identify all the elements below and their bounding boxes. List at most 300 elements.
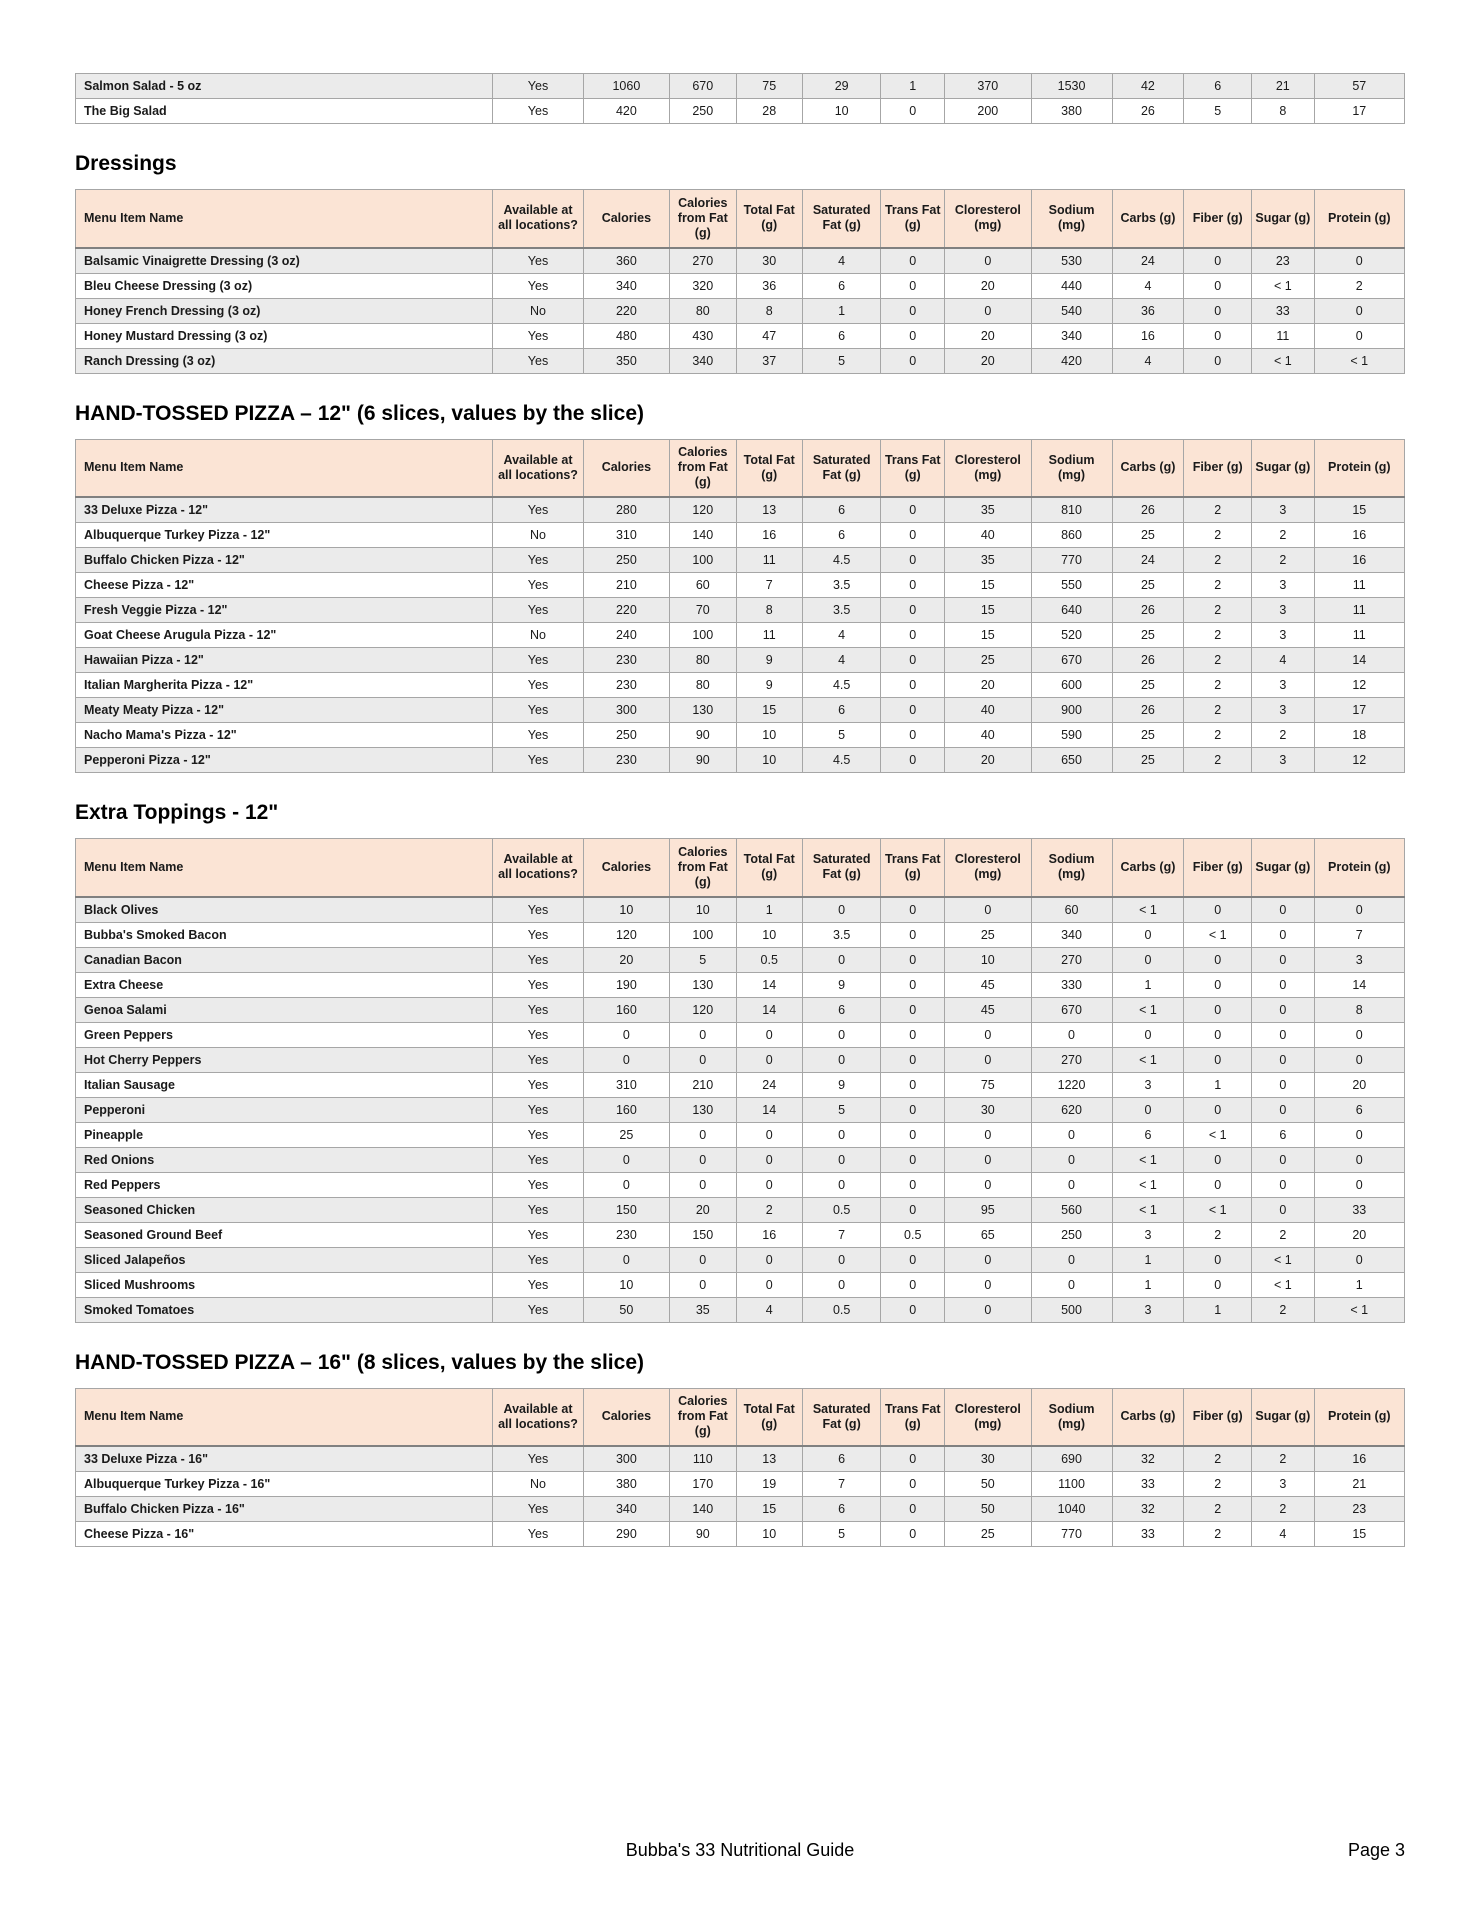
menu-item-name: 33 Deluxe Pizza - 16"	[76, 1446, 493, 1472]
menu-item-name: Genoa Salami	[76, 997, 493, 1022]
nutrition-value: 21	[1252, 74, 1314, 99]
nutrition-value: 25	[1112, 573, 1184, 598]
nutrition-value: 5	[802, 348, 880, 373]
menu-item-name: Salmon Salad - 5 oz	[76, 74, 493, 99]
nutrition-value: 340	[583, 1497, 669, 1522]
nutrition-value: 14	[1314, 972, 1404, 997]
table-row	[76, 698, 1405, 723]
table-row	[76, 248, 1405, 274]
nutrition-value: < 1	[1112, 897, 1184, 923]
nutrition-value: 2	[1252, 1222, 1314, 1247]
nutrition-value: 0	[1252, 1197, 1314, 1222]
nutrition-value: 50	[945, 1472, 1031, 1497]
nutrition-value: 30	[945, 1446, 1031, 1472]
nutrition-value: 120	[670, 497, 736, 523]
nutrition-value: 670	[670, 74, 736, 99]
nutrition-value: 0	[1184, 298, 1252, 323]
nutrition-value: 10	[583, 1272, 669, 1297]
column-header: Total Fat (g)	[736, 190, 802, 248]
nutrition-value: 250	[583, 723, 669, 748]
nutrition-value: 35	[945, 548, 1031, 573]
nutrition-value: 3	[1112, 1072, 1184, 1097]
nutrition-value: Yes	[493, 598, 583, 623]
table-row	[76, 1522, 1405, 1547]
nutrition-value: 0	[736, 1272, 802, 1297]
nutrition-value: Yes	[493, 698, 583, 723]
nutrition-value: 0	[802, 1047, 880, 1072]
nutrition-value: 0	[881, 972, 945, 997]
nutrition-value: 11	[736, 548, 802, 573]
nutrition-value: 310	[583, 523, 669, 548]
nutrition-value: 0	[802, 1122, 880, 1147]
menu-item-name: Red Peppers	[76, 1172, 493, 1197]
table-row	[76, 1072, 1405, 1097]
nutrition-value: 25	[1112, 723, 1184, 748]
nutrition-value: 15	[945, 623, 1031, 648]
nutrition-value: 0	[1184, 947, 1252, 972]
table-row	[76, 922, 1405, 947]
nutrition-value: 150	[670, 1222, 736, 1247]
nutrition-value: 4.5	[802, 748, 880, 773]
nutrition-value: 16	[736, 1222, 802, 1247]
nutrition-value: 0	[881, 548, 945, 573]
nutrition-value: 0	[736, 1247, 802, 1272]
nutrition-value: 0	[881, 273, 945, 298]
nutrition-value: < 1	[1112, 1172, 1184, 1197]
nutrition-value: 0	[1252, 947, 1314, 972]
column-header: Calories from Fat (g)	[670, 1388, 736, 1446]
nutrition-value: 340	[583, 273, 669, 298]
column-header: Calories from Fat (g)	[670, 439, 736, 497]
column-header: Fiber (g)	[1184, 439, 1252, 497]
nutrition-value: 0	[881, 523, 945, 548]
nutrition-value: 0	[670, 1247, 736, 1272]
nutrition-value: 600	[1031, 673, 1112, 698]
nutrition-value: Yes	[493, 648, 583, 673]
nutrition-value: 250	[670, 99, 736, 124]
nutrition-value: 75	[945, 1072, 1031, 1097]
nutrition-value: 25	[1112, 673, 1184, 698]
nutrition-value: Yes	[493, 748, 583, 773]
nutrition-value: 20	[945, 273, 1031, 298]
nutrition-value: Yes	[493, 248, 583, 274]
nutrition-value: 230	[583, 673, 669, 698]
nutrition-value: Yes	[493, 497, 583, 523]
nutrition-value: 1530	[1031, 74, 1112, 99]
nutrition-value: 15	[945, 573, 1031, 598]
nutrition-value: Yes	[493, 1097, 583, 1122]
nutrition-value: 2	[1252, 1446, 1314, 1472]
menu-item-name: Red Onions	[76, 1147, 493, 1172]
nutrition-value: 2	[1184, 723, 1252, 748]
nutrition-value: Yes	[493, 997, 583, 1022]
nutrition-value: 0	[1184, 1047, 1252, 1072]
nutrition-value: 0	[881, 623, 945, 648]
nutrition-value: 0	[881, 1497, 945, 1522]
nutrition-value: Yes	[493, 1497, 583, 1522]
nutrition-value: 0	[1184, 273, 1252, 298]
nutrition-value: 140	[670, 1497, 736, 1522]
page-number: Page 3	[1347, 1840, 1405, 1860]
menu-item-name: Seasoned Ground Beef	[76, 1222, 493, 1247]
menu-item-name: Buffalo Chicken Pizza - 16"	[76, 1497, 493, 1522]
nutrition-value: 0	[670, 1047, 736, 1072]
nutrition-value: 6	[1184, 74, 1252, 99]
nutrition-value: 550	[1031, 573, 1112, 598]
nutrition-value: < 1	[1252, 348, 1314, 373]
nutrition-value: 25	[1112, 523, 1184, 548]
nutrition-value: 20	[1314, 1072, 1404, 1097]
nutrition-value: 10	[670, 897, 736, 923]
nutrition-value: 10	[736, 1522, 802, 1547]
nutrition-value: 80	[670, 298, 736, 323]
nutrition-value: 15	[736, 1497, 802, 1522]
nutrition-value: 0	[802, 1022, 880, 1047]
nutrition-value: 0.5	[736, 947, 802, 972]
nutrition-value: 0	[1184, 972, 1252, 997]
nutrition-value: 0	[881, 997, 945, 1022]
nutrition-value: 3	[1252, 497, 1314, 523]
nutrition-value: 0	[670, 1022, 736, 1047]
column-header: Saturated Fat (g)	[802, 839, 880, 897]
nutrition-value: 90	[670, 748, 736, 773]
nutrition-value: 0	[1184, 248, 1252, 274]
nutrition-value: 0	[1184, 1097, 1252, 1122]
table-row	[76, 1272, 1405, 1297]
nutrition-value: 0	[1252, 972, 1314, 997]
nutrition-value: 0	[670, 1172, 736, 1197]
nutrition-value: 0	[1112, 947, 1184, 972]
nutrition-value: 0	[1031, 1022, 1112, 1047]
nutrition-value: 0	[1031, 1172, 1112, 1197]
nutrition-value: 0	[881, 1147, 945, 1172]
nutrition-value: 35	[670, 1297, 736, 1322]
nutrition-value: 25	[583, 1122, 669, 1147]
nutrition-value: 1	[1184, 1297, 1252, 1322]
nutrition-value: 220	[583, 298, 669, 323]
nutrition-value: < 1	[1314, 348, 1404, 373]
nutrition-value: 0	[1252, 1172, 1314, 1197]
column-header: Sugar (g)	[1252, 1388, 1314, 1446]
nutrition-value: 0	[1184, 323, 1252, 348]
nutrition-value: 3.5	[802, 598, 880, 623]
nutrition-value: 15	[1314, 497, 1404, 523]
nutrition-value: 3	[1314, 947, 1404, 972]
table-row	[76, 598, 1405, 623]
column-header: Saturated Fat (g)	[802, 439, 880, 497]
column-header: Calories	[583, 1388, 669, 1446]
nutrition-value: 2	[1252, 1497, 1314, 1522]
nutrition-value: < 1	[1184, 1197, 1252, 1222]
nutrition-value: 75	[736, 74, 802, 99]
menu-item-name: Black Olives	[76, 897, 493, 923]
nutrition-value: 60	[1031, 897, 1112, 923]
table-header-row	[76, 1388, 1405, 1446]
nutrition-value: 860	[1031, 523, 1112, 548]
nutrition-value: 0	[1184, 1172, 1252, 1197]
nutrition-value: 230	[583, 748, 669, 773]
column-header: Fiber (g)	[1184, 839, 1252, 897]
nutrition-value: 45	[945, 997, 1031, 1022]
nutrition-value: Yes	[493, 1047, 583, 1072]
column-header: Carbs (g)	[1112, 839, 1184, 897]
table-row	[76, 748, 1405, 773]
nutrition-value: 0	[802, 1247, 880, 1272]
nutrition-value: 16	[1112, 323, 1184, 348]
column-header: Available at all locations?	[493, 1388, 583, 1446]
nutrition-value: Yes	[493, 1247, 583, 1272]
nutrition-value: 47	[736, 323, 802, 348]
nutrition-value: 0	[881, 1122, 945, 1147]
nutrition-value: No	[493, 1472, 583, 1497]
nutrition-value: 33	[1112, 1472, 1184, 1497]
nutrition-value: 33	[1252, 298, 1314, 323]
nutrition-value: 18	[1314, 723, 1404, 748]
nutrition-value: 320	[670, 273, 736, 298]
nutrition-value: 4.5	[802, 548, 880, 573]
nutrition-value: 100	[670, 623, 736, 648]
nutrition-value: 0	[736, 1147, 802, 1172]
menu-item-name: Ranch Dressing (3 oz)	[76, 348, 493, 373]
nutrition-value: 8	[736, 298, 802, 323]
nutrition-value: 0.5	[802, 1297, 880, 1322]
nutrition-value: 0	[945, 1022, 1031, 1047]
nutrition-value: 300	[583, 698, 669, 723]
nutrition-value: 90	[670, 1522, 736, 1547]
nutrition-value: 24	[736, 1072, 802, 1097]
nutrition-value: 1220	[1031, 1072, 1112, 1097]
nutrition-value: 15	[1314, 1522, 1404, 1547]
nutrition-value: 0	[881, 573, 945, 598]
nutrition-value: 25	[1112, 623, 1184, 648]
nutrition-value: Yes	[493, 673, 583, 698]
nutrition-value: 14	[1314, 648, 1404, 673]
nutrition-value: 2	[1184, 623, 1252, 648]
nutrition-value: 6	[1112, 1122, 1184, 1147]
nutrition-value: 24	[1112, 548, 1184, 573]
nutrition-value: < 1	[1112, 1197, 1184, 1222]
nutrition-value: 0	[1314, 1172, 1404, 1197]
nutrition-value: 45	[945, 972, 1031, 997]
nutrition-value: 640	[1031, 598, 1112, 623]
nutrition-value: 160	[583, 997, 669, 1022]
nutrition-value: 2	[1184, 673, 1252, 698]
nutrition-value: 0	[1184, 1272, 1252, 1297]
nutrition-value: 0	[670, 1272, 736, 1297]
nutrition-value: 5	[802, 723, 880, 748]
nutrition-value: 25	[1112, 748, 1184, 773]
nutrition-value: 4	[1252, 648, 1314, 673]
nutrition-value: 770	[1031, 1522, 1112, 1547]
nutrition-value: 16	[1314, 548, 1404, 573]
column-header: Calories from Fat (g)	[670, 190, 736, 248]
nutrition-value: 1	[1112, 1247, 1184, 1272]
nutrition-value: < 1	[1252, 273, 1314, 298]
nutrition-value: 57	[1314, 74, 1404, 99]
table-row	[76, 348, 1405, 373]
section-heading: Dressings	[75, 152, 177, 175]
column-header: Protein (g)	[1314, 839, 1404, 897]
nutrition-value: 12	[1314, 748, 1404, 773]
nutrition-value: 0	[1184, 1247, 1252, 1272]
nutrition-value: 15	[736, 698, 802, 723]
nutrition-value: 9	[736, 673, 802, 698]
nutrition-value: 0	[881, 1272, 945, 1297]
nutrition-value: 20	[583, 947, 669, 972]
nutrition-value: 13	[736, 1446, 802, 1472]
nutrition-value: 2	[1252, 1297, 1314, 1322]
nutrition-value: 50	[945, 1497, 1031, 1522]
menu-item-name: Meaty Meaty Pizza - 12"	[76, 698, 493, 723]
nutrition-value: 14	[736, 1097, 802, 1122]
menu-item-name: Goat Cheese Arugula Pizza - 12"	[76, 623, 493, 648]
nutrition-value: 690	[1031, 1446, 1112, 1472]
nutrition-value: 7	[802, 1472, 880, 1497]
menu-item-name: Sliced Jalapeños	[76, 1247, 493, 1272]
nutrition-value: 160	[583, 1097, 669, 1122]
nutrition-value: 3	[1252, 698, 1314, 723]
nutrition-value: No	[493, 623, 583, 648]
nutrition-value: 0	[670, 1122, 736, 1147]
nutrition-value: 420	[583, 99, 669, 124]
menu-item-name: Albuquerque Turkey Pizza - 12"	[76, 523, 493, 548]
menu-item-name: Nacho Mama's Pizza - 12"	[76, 723, 493, 748]
nutrition-value: 0	[881, 1297, 945, 1322]
nutrition-value: 350	[583, 348, 669, 373]
nutrition-value: 140	[670, 523, 736, 548]
nutrition-value: 130	[670, 698, 736, 723]
nutrition-value: < 1	[1252, 1247, 1314, 1272]
table-row	[76, 497, 1405, 523]
nutrition-value: Yes	[493, 972, 583, 997]
nutrition-value: 9	[802, 1072, 880, 1097]
nutrition-value: 24	[1112, 248, 1184, 274]
nutrition-value: 17	[1314, 99, 1404, 124]
nutrition-value: 0	[1252, 1147, 1314, 1172]
nutrition-value: 25	[945, 648, 1031, 673]
nutrition-value: 280	[583, 497, 669, 523]
nutrition-value: 0	[1252, 1072, 1314, 1097]
nutrition-value: 0	[1314, 1147, 1404, 1172]
nutrition-value: 0	[945, 1247, 1031, 1272]
nutrition-value: 190	[583, 972, 669, 997]
table-row	[76, 947, 1405, 972]
menu-item-name: Bleu Cheese Dressing (3 oz)	[76, 273, 493, 298]
menu-item-name: The Big Salad	[76, 99, 493, 124]
nutrition-value: Yes	[493, 74, 583, 99]
menu-item-name: Honey French Dressing (3 oz)	[76, 298, 493, 323]
column-header: Sugar (g)	[1252, 439, 1314, 497]
nutrition-value: 26	[1112, 648, 1184, 673]
nutrition-value: 20	[670, 1197, 736, 1222]
nutrition-value: 7	[736, 573, 802, 598]
nutrition-value: 380	[1031, 99, 1112, 124]
nutrition-value: 0	[1252, 1047, 1314, 1072]
nutrition-value: 0	[945, 897, 1031, 923]
column-header: Calories	[583, 839, 669, 897]
table-row	[76, 1022, 1405, 1047]
nutrition-value: 0	[881, 673, 945, 698]
table-row	[76, 1047, 1405, 1072]
nutrition-value: 11	[1252, 323, 1314, 348]
nutrition-value: 0	[1314, 298, 1404, 323]
nutrition-value: 8	[1252, 99, 1314, 124]
nutrition-value: 670	[1031, 997, 1112, 1022]
footer-title: Bubba's 33 Nutritional Guide	[625, 1840, 855, 1860]
nutrition-value: 0	[1112, 922, 1184, 947]
nutrition-value: 8	[736, 598, 802, 623]
nutrition-value: 3	[1252, 573, 1314, 598]
nutrition-value: 0	[1031, 1247, 1112, 1272]
column-header: Menu Item Name	[76, 190, 493, 248]
nutrition-value: < 1	[1184, 1122, 1252, 1147]
nutrition-value: 42	[1112, 74, 1184, 99]
menu-item-name: Italian Margherita Pizza - 12"	[76, 673, 493, 698]
nutrition-value: 0	[881, 947, 945, 972]
nutrition-value: 6	[802, 323, 880, 348]
nutrition-value: 6	[802, 997, 880, 1022]
nutrition-value: 100	[670, 922, 736, 947]
nutrition-value: 220	[583, 598, 669, 623]
nutrition-value: < 1	[1252, 1272, 1314, 1297]
nutrition-table	[75, 1388, 1405, 1548]
nutrition-value: 650	[1031, 748, 1112, 773]
nutrition-value: 2	[1252, 523, 1314, 548]
nutrition-value: 2	[1184, 548, 1252, 573]
table-row	[76, 74, 1405, 99]
nutrition-value: 0	[1314, 248, 1404, 274]
nutrition-value: Yes	[493, 323, 583, 348]
table-row	[76, 99, 1405, 124]
nutrition-value: 590	[1031, 723, 1112, 748]
nutrition-value: Yes	[493, 1522, 583, 1547]
nutrition-value: 4	[1112, 348, 1184, 373]
nutrition-value: 11	[1314, 598, 1404, 623]
nutrition-value: 2	[1184, 573, 1252, 598]
nutrition-value: 9	[736, 648, 802, 673]
column-header: Trans Fat (g)	[881, 839, 945, 897]
table-row	[76, 323, 1405, 348]
nutrition-value: Yes	[493, 947, 583, 972]
nutrition-value: 30	[945, 1097, 1031, 1122]
nutrition-value: 0	[1314, 1047, 1404, 1072]
nutrition-value: 0	[881, 922, 945, 947]
column-header: Total Fat (g)	[736, 1388, 802, 1446]
column-header: Saturated Fat (g)	[802, 190, 880, 248]
nutrition-value: 250	[583, 548, 669, 573]
table-row	[76, 1122, 1405, 1147]
nutrition-value: 2	[1314, 273, 1404, 298]
column-header: Cloresterol (mg)	[945, 190, 1031, 248]
nutrition-value: 6	[802, 1446, 880, 1472]
nutrition-value: 480	[583, 323, 669, 348]
nutrition-value: 200	[945, 99, 1031, 124]
table-row	[76, 723, 1405, 748]
nutrition-value: 30	[736, 248, 802, 274]
nutrition-value: 0	[1314, 323, 1404, 348]
nutrition-value: 0	[1252, 922, 1314, 947]
nutrition-value: 0	[881, 1097, 945, 1122]
nutrition-value: 0	[881, 1197, 945, 1222]
table-row	[76, 972, 1405, 997]
nutrition-value: 26	[1112, 99, 1184, 124]
nutrition-value: 0	[881, 598, 945, 623]
nutrition-table	[75, 439, 1405, 774]
nutrition-value: 0	[881, 1472, 945, 1497]
nutrition-table	[75, 73, 1405, 124]
table-row	[76, 298, 1405, 323]
nutrition-value: 14	[736, 972, 802, 997]
